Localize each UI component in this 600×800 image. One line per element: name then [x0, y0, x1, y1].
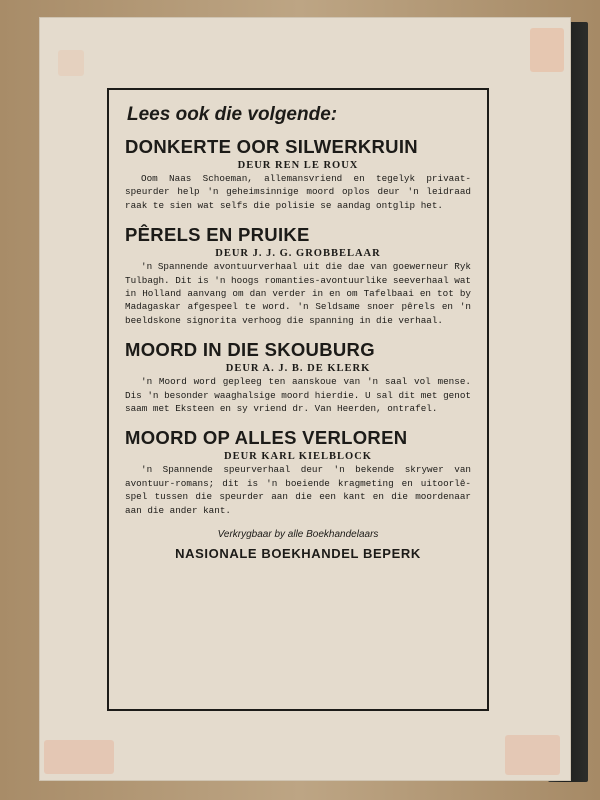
book-blurb: Oom Naas Schoeman, allemansvriend en tegelyk privaat-speurder help 'n geheimsinnige moord oplos deur 'n leidraad raak te sien wat selfs die polisie se aandag ontglip het. — [125, 173, 471, 211]
book-author: DEUR REN LE ROUX — [237, 160, 359, 171]
paper-stain — [505, 735, 560, 775]
book-author: DEUR KARL KIELBLOCK — [224, 451, 372, 463]
book-entry — [125, 427, 471, 517]
advertisement-panel — [107, 88, 489, 711]
paper-stain — [530, 28, 564, 72]
book-title: PÊRELS EN PRUIKE — [125, 224, 310, 246]
book-title: DONKERTE OOR SILWERKRUIN — [125, 136, 418, 157]
book-blurb: 'n Moord word gepleeg ten aanskoue van 'n saal vol mense. Dis 'n besonder waaghalsige moord hierdie. U sal dit met genot saam met Eksteen en sy vriend dr. Van Heerden, ontrafel. — [125, 376, 471, 415]
book-author: DEUR A. J. B. DE KLERK — [225, 363, 371, 375]
publisher-name: NASIONALE BOEKHANDEL BEPERK — [175, 546, 421, 562]
paper-stain — [44, 740, 114, 774]
book-title: MOORD OP ALLES VERLOREN — [125, 427, 408, 449]
book-entry — [125, 339, 471, 415]
book-blurb: 'n Spannende speurverhaal deur 'n bekende skrywer van avontuur-romans; dit is 'n boeiende kragmeting en uitoorlê-spel tussen die speurder aan die een kant en die moordenaar aan die ander kant. — [125, 464, 471, 516]
paper-stain — [58, 50, 84, 76]
book-author: DEUR J. J. G. GROBBELAAR — [215, 248, 381, 260]
book-blurb: 'n Spannende avontuurverhaal uit die dae van goewerneur Ryk Tulbagh. Dit is 'n hoogs romanties-avontuurlike seeverhaal wat in Holland aanvang om dan verder in en om Tafelbaai en tot by Madagaskar afgespeel te word. 'n Seldsame snoer pêrels en 'n beeldskone signorita verhoog die spanning in die verhaal. — [125, 261, 471, 326]
availability-note: Verkrygbaar by alle Boekhandelaars — [217, 529, 379, 541]
book-title: MOORD IN DIE SKOUBURG — [125, 339, 375, 361]
book-entry — [125, 136, 471, 212]
book-entry — [125, 224, 471, 327]
intro-heading: Lees ook die volgende: — [127, 104, 338, 125]
